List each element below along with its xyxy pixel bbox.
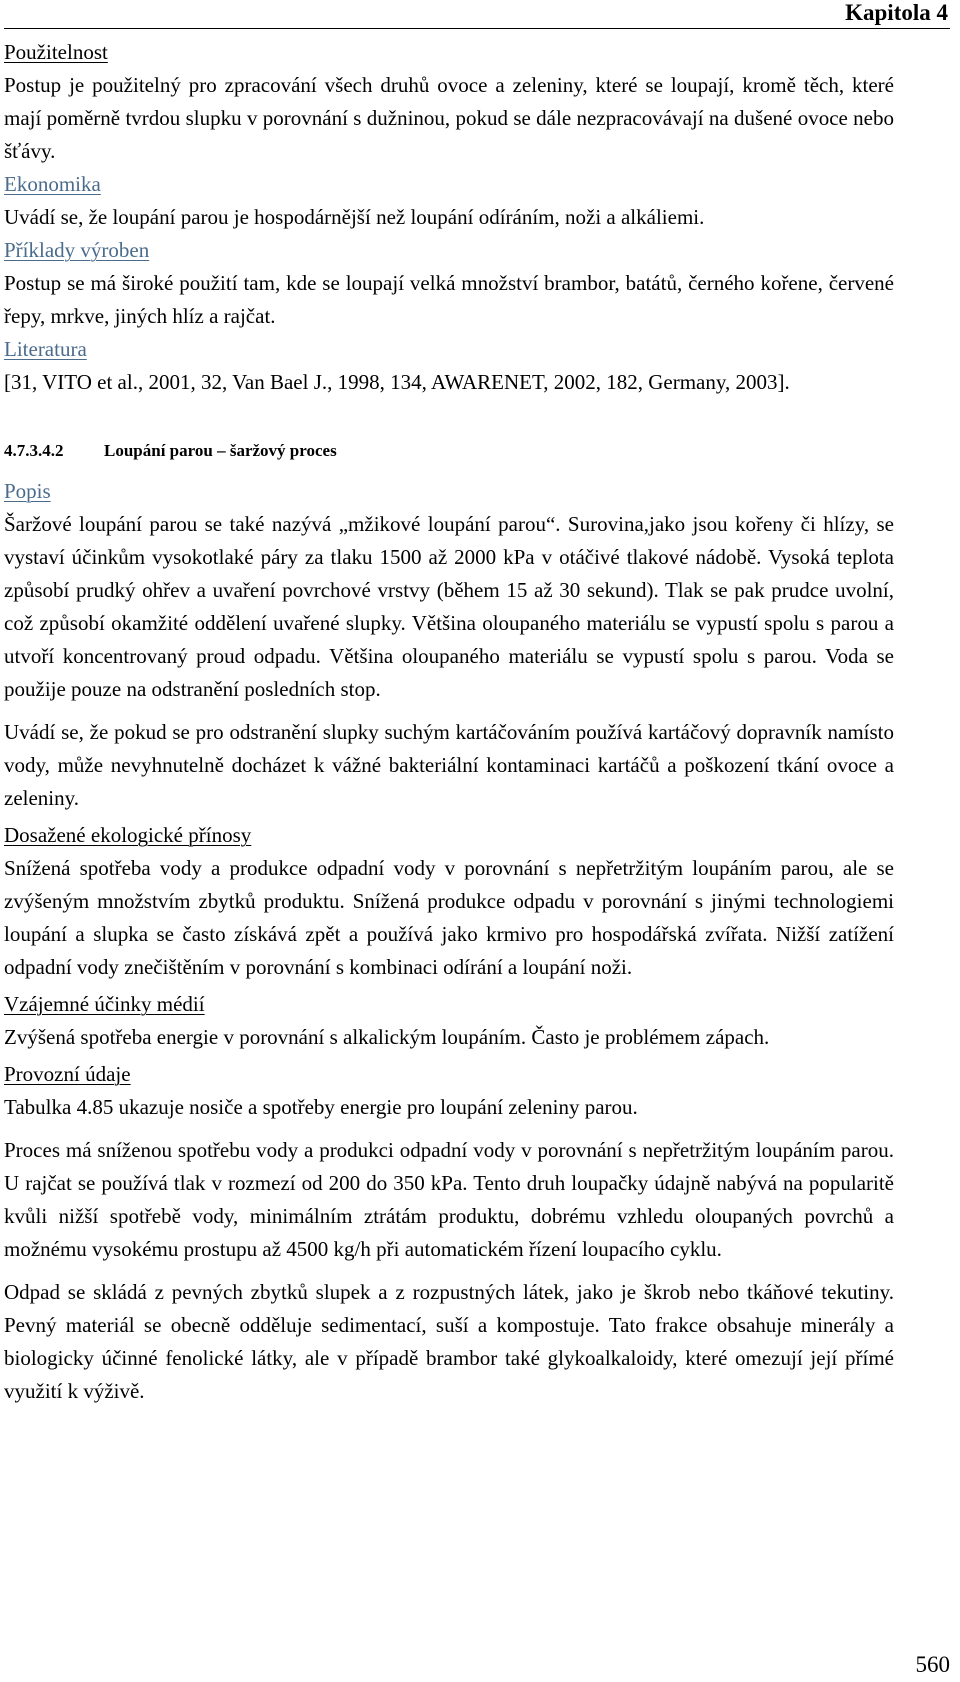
heading-ucinky: Vzájemné účinky médií — [4, 992, 205, 1016]
subsection-title: Loupání parou – šaržový proces — [104, 441, 337, 460]
chapter-title: Kapitola 4 — [845, 0, 948, 25]
text-provozni-2: Proces má sníženou spotřebu vody a produkci odpadní vody v porovnání s nepřetržitým loupáním parou. U rajčat se používá tlak v rozmezí od 200 do 350 kPa. Tento druh loupačky údajně nabývá na popularitě kvůli nižší spotřebě vody, minimálním ztrátám produktu, dobrému vzhledu oloupaných povrchů a možnému vysokému prostupu až 4500 kg/h při automatickém řízení loupacího cyklu. — [4, 1138, 894, 1261]
text-pouzitelnost: Postup je použitelný pro zpracování všech druhů ovoce a zeleniny, které se loupají, kromě těch, které mají poměrně tvrdou slupku v porovnání s dužninou, pokud se dále nezpracovávají na dušené ovoce nebo šťávy. — [4, 73, 894, 163]
heading-pouzitelnost: Použitelnost — [4, 40, 108, 64]
page-number: 560 — [915, 1652, 950, 1677]
heading-prinosy: Dosažené ekologické přínosy — [4, 823, 252, 847]
text-provozni-1: Tabulka 4.85 ukazuje nosiče a spotřeby energie pro loupání zeleniny parou. — [4, 1095, 638, 1119]
subsection-heading — [4, 437, 894, 465]
page-content — [4, 36, 894, 1408]
text-ucinky: Zvýšená spotřeba energie v porovnání s alkalickým loupáním. Často je problémem zápach. — [4, 1025, 770, 1049]
text-priklady: Postup se má široké použití tam, kde se loupají velká množství brambor, batátů, černého kořene, červené řepy, mrkve, jiných hlíz a rajčat. — [4, 271, 894, 328]
text-popis-2: Uvádí se, že pokud se pro odstranění slupky suchým kartáčováním používá kartáčový dopravník namísto vody, může nevyhnutelně docházet k vážné bakteriální kontaminaci kartáčů a poškození tkání ovoce a zeleniny. — [4, 720, 894, 810]
subsection-number: 4.7.3.4.2 — [4, 441, 64, 460]
heading-popis: Popis — [4, 479, 51, 503]
heading-priklady: Příklady výroben — [4, 238, 150, 262]
text-literatura: [31, VITO et al., 2001, 32, Van Bael J., 1998, 134, AWARENET, 2002, 182, Germany, 2003]. — [4, 370, 790, 394]
heading-literatura: Literatura — [4, 337, 87, 361]
header-rule — [4, 28, 950, 29]
text-ekonomika: Uvádí se, že loupání parou je hospodárnější než loupání odíráním, noži a alkáliemi. — [4, 205, 705, 229]
heading-provozni: Provozní údaje — [4, 1062, 131, 1086]
text-prinosy: Snížená spotřeba vody a produkce odpadní vody v porovnání s nepřetržitým loupáním parou, ale se zvýšeným množstvím zbytků produktu. Snížená produkce odpadu v porovnání s jinými technologiemi loupání a slupka se často získává zpět a používá jako krmivo pro hospodářská zvířata. Nižší zatížení odpadní vody znečištěním v porovnání s kombinaci odírání a loupání noži. — [4, 856, 894, 979]
text-popis-1: Šaržové loupání parou se také nazývá „mžikové loupání parou“. Surovina,jako jsou kořeny či hlízy, se vystaví účinkům vysokotlaké páry za tlaku 1500 až 2000 kPa v otáčivé tlakové nádobě. Vysoká teplota způsobí prudký ohřev a uvaření povrchové vrstvy (během 15 až 30 sekund). Tlak se pak prudce uvolní, což způsobí okamžité oddělení uvařené slupky. Většina oloupaného materiálu se vypustí spolu s parou a utvoří koncentrovaný proud odpadu. Většina oloupaného materiálu se vypustí spolu s parou. Voda se použije pouze na odstranění posledních stop. — [4, 512, 894, 701]
text-provozni-3: Odpad se skládá z pevných zbytků slupek a z rozpustných látek, jako je škrob nebo tkáňové tekutiny. Pevný materiál se obecně odděluje sedimentací, suší a kompostuje. Tato frakce obsahuje minerály a biologicky účinné fenolické látky, ale v případě brambor také glykoalkaloidy, které omezují její přímé využití k výživě. — [4, 1280, 894, 1403]
heading-ekonomika: Ekonomika — [4, 172, 101, 196]
